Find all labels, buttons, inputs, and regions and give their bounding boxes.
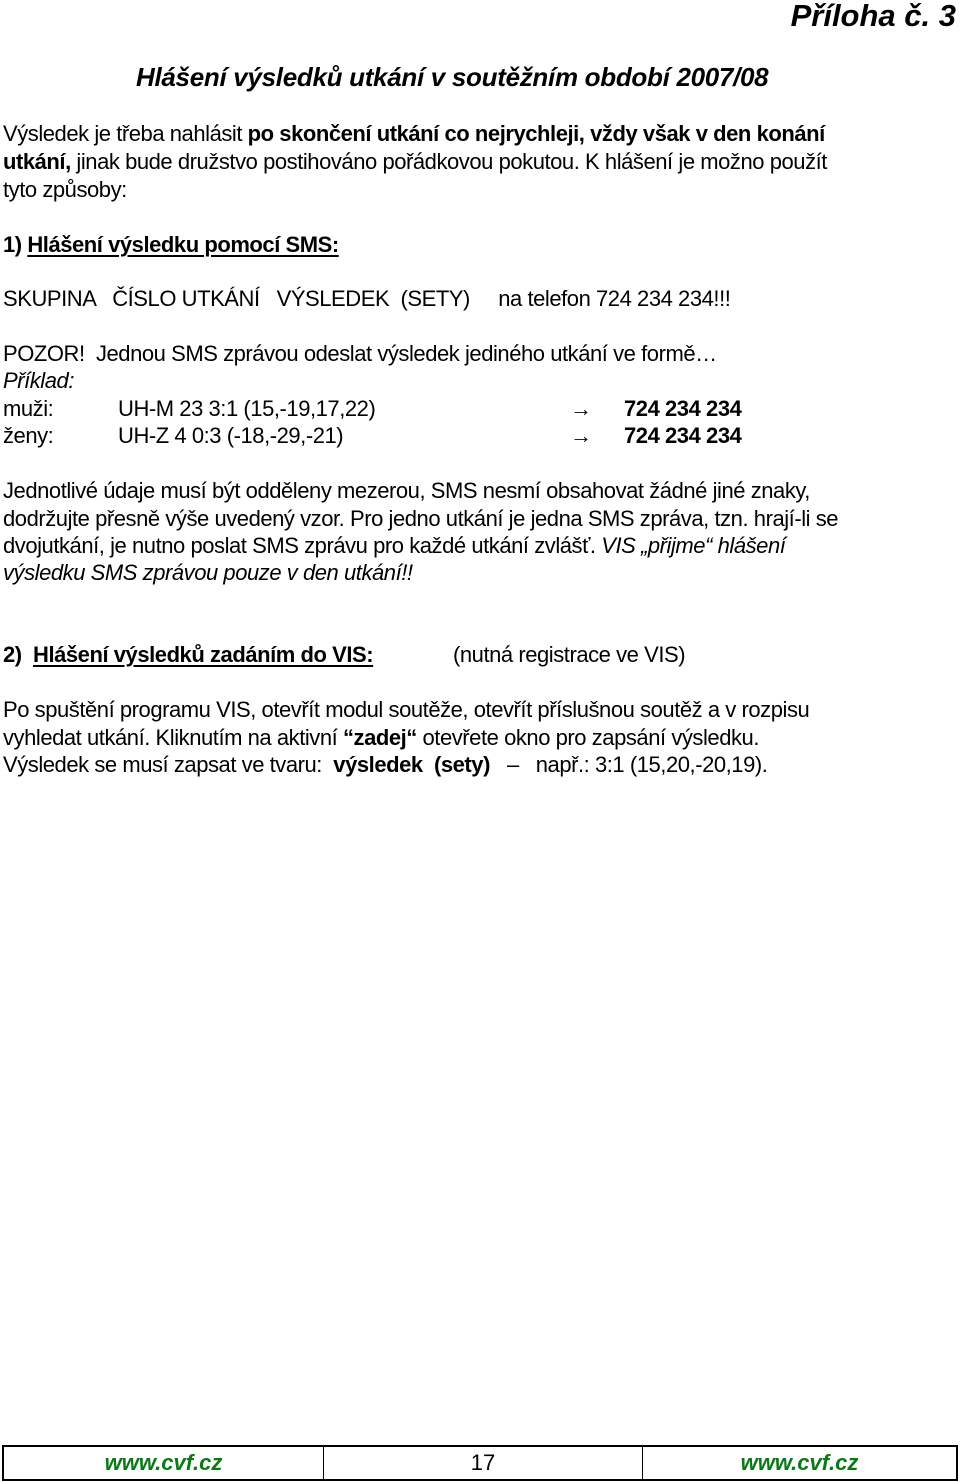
text: otevřete okno pro zapsání výsledku. [416,725,759,750]
example-row [3,422,903,449]
note-line: výsledku SMS zprávou pouze v den utkání!! [3,560,413,585]
phone-number: 724 234 234 [624,423,742,448]
footer-center-cell [324,1447,643,1479]
heading-text: Hlášení výsledku pomocí SMS: [27,232,339,257]
bold-text: výsledek (sety) [333,752,490,777]
text: Výsledek je třeba nahlásit [3,121,248,146]
arrow-icon: → [570,423,592,448]
text: jinak bude družstvo postihováno pořádkovou pokutou. K hlášení je možno použít [70,149,827,174]
intro-line: tyto způsoby: [3,177,127,202]
footer-right-cell [643,1447,956,1479]
example-message: UH-Z 4 0:3 (-18,-29,-21) [118,423,344,448]
website-link[interactable]: www.cvf.cz [740,1450,859,1475]
note-line [3,532,785,559]
page-footer [2,1445,958,1481]
text: vyhledat utkání. Kliknutím na aktivní [3,725,343,750]
section2-heading [3,641,686,668]
bold-text: utkání, [3,149,71,174]
example-label: Příklad: [3,368,74,393]
section-number: 2) [3,642,22,667]
bold-text: “zadej“ [342,725,417,750]
section1-heading [3,231,339,258]
vis-line: Po spuštění programu VIS, otevřít modul soutěže, otevřít příslušnou soutěž a v rozpisu [3,697,810,722]
footer-left-cell [4,1447,324,1479]
text: dvojutkání, je nutno poslat SMS zprávu pro každé utkání zvlášť. [3,533,602,558]
website-link[interactable]: www.cvf.cz [104,1450,223,1475]
section-number: 1) [3,232,22,257]
page-number: 17 [470,1450,496,1475]
phone-number: 724 234 234 [624,396,742,421]
text: Výsledek se musí zapsat ve tvaru: [3,752,334,777]
heading-text: Hlášení výsledků zadáním do VIS: [33,642,374,667]
arrow-icon: → [570,396,592,421]
warning-text: POZOR! Jednou SMS zprávou odeslat výsledek jediného utkání ve formě… [3,341,717,366]
registration-note: (nutná registrace ve VIS) [453,642,686,667]
sms-format: SKUPINA ČÍSLO UTKÁNÍ VÝSLEDEK (SETY) na telefon 724 234 234!!! [3,286,731,311]
bold-text: po skončení utkání co nejrychleji, vždy však v den konání [247,121,825,146]
note-line: dodržujte přesně výše uvedený vzor. Pro jedno utkání je jedna SMS zpráva, tzn. hrají-li se [3,506,839,531]
attachment-label: Příloha č. 3 [790,0,956,33]
example-row [3,395,903,422]
example-group: ženy: [3,423,54,448]
note-line: Jednotlivé údaje musí být odděleny mezerou, SMS nesmí obsahovat žádné jiné znaky, [3,478,810,503]
example-group: muži: [3,396,54,421]
intro-line [3,148,827,175]
vis-line [3,724,759,751]
vis-line [3,751,767,778]
document-title: Hlášení výsledků utkání v soutěžním období 2007/08 [136,62,769,92]
text: – např.: 3:1 (15,20,-20,19). [489,752,768,777]
example-message: UH-M 23 3:1 (15,-19,17,22) [118,396,376,421]
intro-line [3,120,825,147]
italic-text: VIS „přijme“ hlášení [601,533,786,558]
